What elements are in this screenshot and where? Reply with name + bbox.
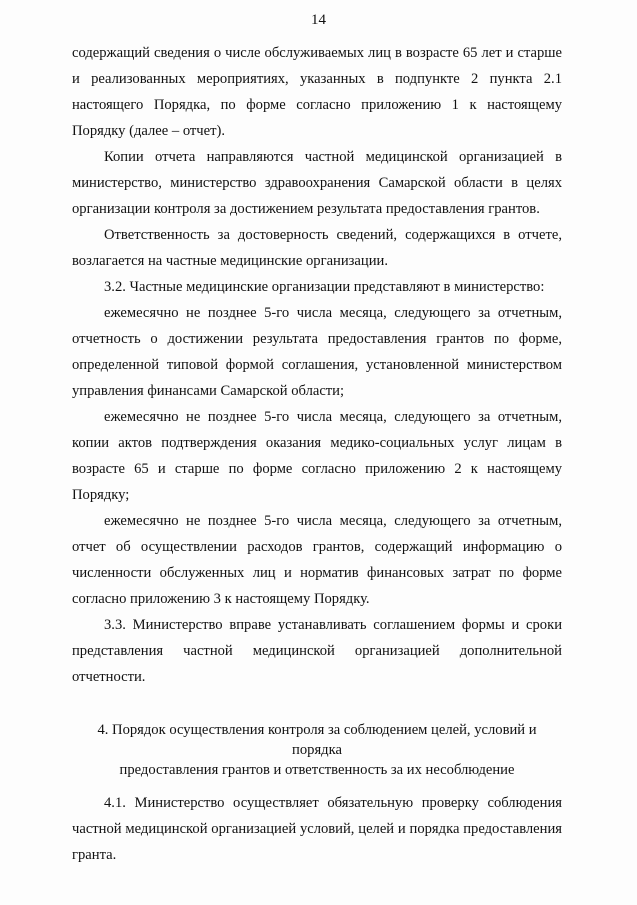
section-heading-line-1: 4. Порядок осуществления контроля за соблюдением целей, условий и порядка	[97, 722, 537, 758]
paragraph-monthly-results: ежемесячно не позднее 5-го числа месяца, следующего за отчетным, отчетность о достижении результата предоставления грантов по форме, определенной типовой формой соглашения, установленной министерством управления финансами Самарской области;	[72, 305, 562, 399]
section-heading-line-2: предоставления грантов и ответственность за их несоблюдение	[119, 762, 515, 778]
section-heading-4	[72, 720, 562, 780]
document-body	[72, 40, 562, 868]
paragraph-report-continuation: содержащий сведения о числе обслуживаемых лиц в возрасте 65 лет и старше и реализованных мероприятиях, указанных в подпункте 2 пункта 2.1 настоящего Порядка, по форме согласно приложению 1 к настоящему Порядку (далее – отчет).	[72, 45, 562, 139]
page-number: 14	[311, 12, 326, 28]
paragraph-report-copies: Копии отчета направляются частной медицинской организацией в министерство, министерство здравоохранения Самарской области в целях организации контроля за достижением результата предоставления грантов.	[72, 149, 562, 217]
paragraph-responsibility: Ответственность за достоверность сведений, содержащихся в отчете, возлагается на частные медицинские организации.	[72, 227, 562, 269]
paragraph-4-1: 4.1. Министерство осуществляет обязательную проверку соблюдения частной медицинской организацией условий, целей и порядка предоставления гранта.	[72, 795, 562, 863]
paragraph-monthly-expenses: ежемесячно не позднее 5-го числа месяца, следующего за отчетным, отчет об осуществлении расходов грантов, содержащий информацию о численности обслуженных лиц и норматив финансовых затрат по форме согласно приложению 3 к настоящему Порядку.	[72, 513, 562, 607]
paragraph-3-2: 3.2. Частные медицинские организации представляют в министерство:	[104, 279, 545, 295]
paragraph-3-3: 3.3. Министерство вправе устанавливать соглашением формы и сроки представления частной медицинской организацией дополнительной отчетности.	[72, 617, 562, 685]
paragraph-monthly-acts: ежемесячно не позднее 5-го числа месяца, следующего за отчетным, копии актов подтверждения оказания медико-социальных услуг лицам в возрасте 65 и старше по форме согласно приложению 2 к настоящему Порядку;	[72, 409, 562, 503]
